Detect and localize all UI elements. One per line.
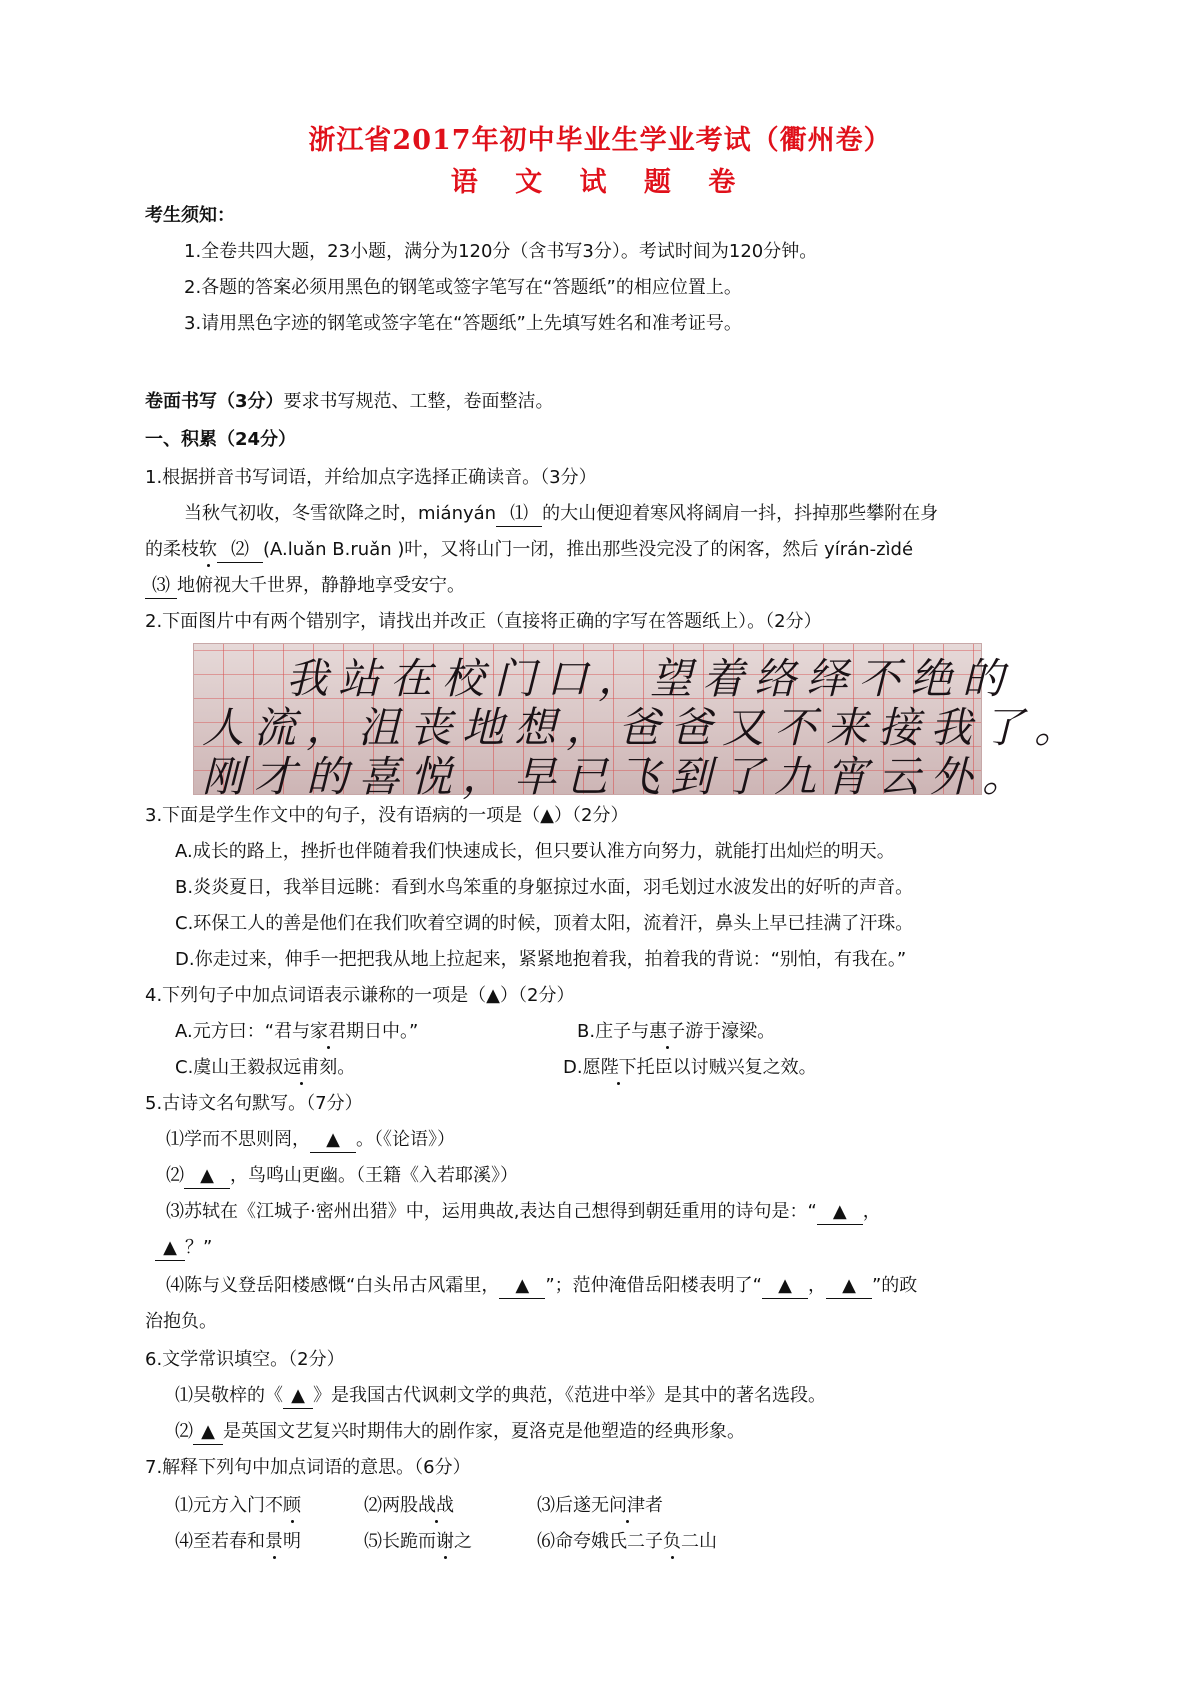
writing-requirement [145, 390, 554, 414]
dotted-word: 惠子 [649, 1021, 686, 1042]
dotted-char: 软 [199, 539, 217, 560]
q1-passage-line: 当秋气初收，冬雪欲降之时，miányán ⑴ 的大山便迎着寒风将阔肩一抖，抖掉那些攀附在身 [184, 502, 938, 527]
q4-option-c: C.虞山王毅叔远甫刻。 [175, 1057, 356, 1078]
dotted-word: 陛下 [600, 1057, 637, 1078]
q5-item: ⑷陈与义登岳阳楼感慨“白头吊古风霜里， ▲ ”；范仲淹借岳阳楼表明了“ ▲ ， ▲ ”的政 [166, 1274, 917, 1299]
answer-blank[interactable]: ▲ [283, 1384, 313, 1409]
exam-subtitle: 语 文 试 题 卷 [450, 167, 750, 198]
q5-item-cont: ▲ ？” [155, 1236, 212, 1261]
q3-option: A.成长的路上，挫折也伴随着我们快速成长，但只要认准方向努力，就能打出灿烂的明天。 [175, 841, 895, 862]
q3-option: C.环保工人的善是他们在我们吹着空调的时候，顶着太阳，流着汗，鼻头上早已挂满了汗珠。 [175, 913, 914, 934]
q4-option-d: D.愿陛下托臣以讨贼兴复之效。 [563, 1057, 817, 1078]
q7-item: ⑹命夸娥氏二子负二山 [537, 1531, 717, 1552]
dotted-word: 远甫 [283, 1057, 320, 1078]
handwriting-image [193, 643, 1087, 801]
answer-blank[interactable]: ⑴ [496, 502, 542, 527]
q7-item: ⑸长跪而谢之 [364, 1531, 472, 1552]
dotted-word: 负 [663, 1531, 681, 1552]
q3-option: B.炎炎夏日，我举目远眺：看到水鸟笨重的身躯掠过水面，羽毛划过水波发出的好听的声音。 [175, 877, 914, 898]
notice-heading: 考生须知： [145, 205, 235, 226]
dotted-word: 家君 [310, 1021, 347, 1042]
answer-blank[interactable]: ▲ [499, 1274, 545, 1299]
dotted-word: 顾 [283, 1495, 301, 1516]
answer-blank[interactable]: ▲ [155, 1236, 185, 1261]
q1-passage-line: ⑶ 地俯视大千世界，静静地享受安宁。 [145, 574, 465, 599]
handwriting-line: 人流，沮丧地想，爸爸又不来接我了。 [202, 703, 1087, 752]
q5-stem: 5.古诗文名句默写。（7分） [145, 1093, 363, 1114]
q7-item: ⑷至若春和景明 [175, 1531, 301, 1552]
q7-stem: 7.解释下列句中加点词语的意思。（6分） [145, 1457, 471, 1478]
q7-item: ⑵两股战战 [364, 1495, 454, 1516]
answer-blank[interactable]: ▲ [817, 1200, 863, 1225]
q7-item: ⑴元方入门不顾 [175, 1495, 301, 1516]
q1-stem: 1.根据拼音书写词语，并给加点字选择正确读音。（3分） [145, 467, 597, 488]
notice-item: 2.各题的答案必须用黑色的钢笔或签字笔写在“答题纸”的相应位置上。 [184, 277, 742, 298]
answer-blank[interactable]: ▲ [826, 1274, 872, 1299]
handwriting-line: 我站在校门口，望着络绎不绝的 [286, 654, 1015, 703]
answer-blank[interactable]: ▲ [762, 1274, 808, 1299]
answer-blank[interactable]: ▲ [184, 1164, 230, 1189]
q6-item: ⑴吴敬梓的《 ▲ 》是我国古代讽刺文学的典范，《范进中举》是其中的著名选段。 [175, 1384, 826, 1409]
answer-blank[interactable]: ⑵ [217, 538, 263, 563]
exam-title: 浙江省2017年初中毕业生学业考试（衢州卷） [308, 125, 892, 156]
notice-item: 3.请用黑色字迹的钢笔或签字笔在“答题纸”上先填写姓名和准考证号。 [184, 313, 742, 334]
dotted-word: 谢 [436, 1531, 454, 1552]
q7-item: ⑶后遂无问津者 [537, 1495, 663, 1516]
q5-item: ⑶苏轼在《江城子·密州出猎》中，运用典故,表达自己想得到朝廷重用的诗句是：“ ▲ ， [166, 1200, 881, 1225]
q3-option: D.你走过来，伸手一把把我从地上拉起来，紧紧地抱着我，拍着我的背说：“别怕，有我在。” [175, 949, 907, 970]
q5-item: ⑵ ▲ ，鸟鸣山更幽。（王籍《入若耶溪》） [166, 1164, 518, 1189]
dotted-word: 景 [265, 1531, 283, 1552]
handwriting-line: 刚才的喜悦，早已飞到了九宵云外。 [202, 752, 1035, 801]
section-title: 一、积累（24分） [145, 429, 297, 450]
answer-blank[interactable]: ⑶ [145, 574, 177, 599]
writing-label: 卷面书写（3分） [145, 391, 284, 412]
q1-passage-line: 的柔枝软 ⑵ (A.luǎn B.ruǎn )叶，又将山门一闭，推出那些没完没了的闲客，然后 yírán-zìdé [145, 538, 913, 563]
q3-stem: 3.下面是学生作文中的句子，没有语病的一项是（▲）（2分） [145, 805, 629, 826]
q5-item: ⑴学而不思则罔， ▲ 。（《论语》） [166, 1128, 455, 1153]
notice-item: 1.全卷共四大题，23小题，满分为120分（含书写3分）。考试时间为120分钟。 [184, 241, 818, 262]
q2-stem: 2.下面图片中有两个错别字，请找出并改正（直接将正确的字写在答题纸上）。（2分） [145, 611, 822, 632]
dotted-word: 问津 [609, 1495, 645, 1516]
q6-stem: 6.文学常识填空。（2分） [145, 1349, 345, 1370]
writing-text: 要求书写规范、工整，卷面整洁。 [283, 391, 554, 412]
answer-blank[interactable]: ▲ [310, 1128, 356, 1153]
dotted-word: 战战 [418, 1495, 454, 1516]
q5-item-cont: 治抱负。 [145, 1311, 217, 1332]
q6-item: ⑵ ▲ 是英国文艺复兴时期伟大的剧作家，夏洛克是他塑造的经典形象。 [175, 1420, 745, 1445]
answer-blank[interactable]: ▲ [193, 1420, 223, 1445]
q4-option-a: A.元方曰：“君与家君期日中。” [175, 1021, 419, 1042]
q4-option-b: B.庄子与惠子游于濠梁。 [577, 1021, 776, 1042]
q4-stem: 4.下列句子中加点词语表示谦称的一项是（▲）（2分） [145, 985, 575, 1006]
